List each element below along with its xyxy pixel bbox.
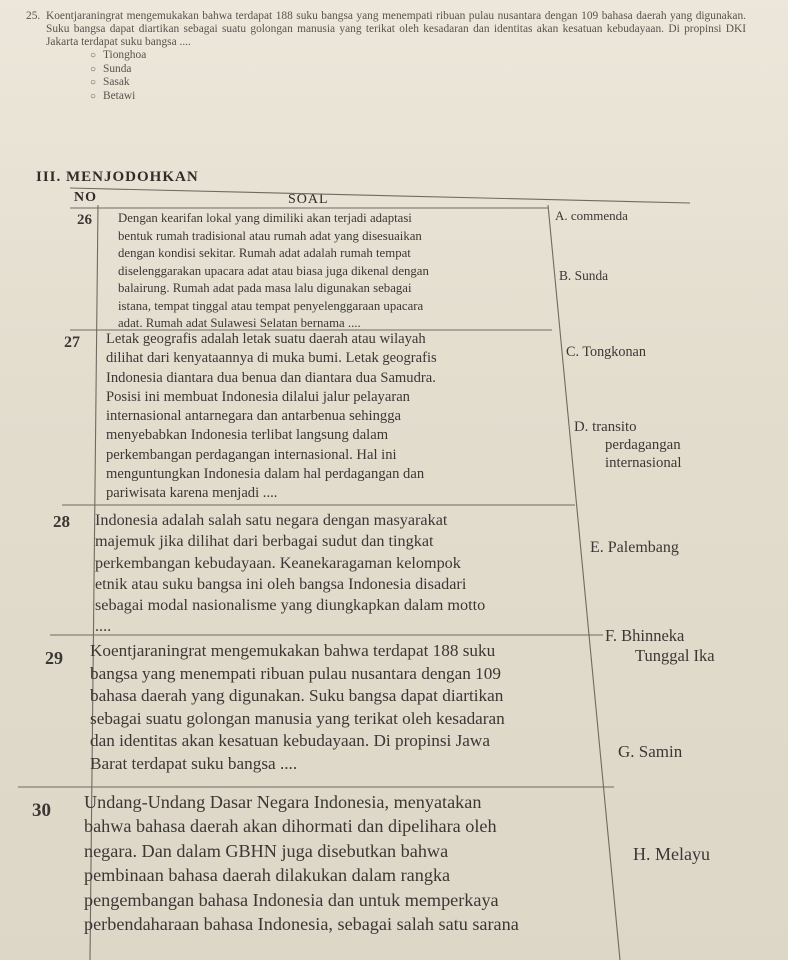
- answer-option-b: B. Sunda: [559, 268, 609, 283]
- question-25-text: Koentjaraningrat mengemukakan bahwa terdapat 188 suku bangsa yang menempati ribuan pulau nusantara dengan 109 bahasa daerah yang digunakan. Suku bangsa dapat diartikan sebagai suatu golongan manusia yang terikat oleh kesadaran dan identitas akan kesatuan kebudayaan. Di propinsi DKI Jakarta terdapat suku bangsa ....: [46, 10, 746, 48]
- column-header-no: NO: [74, 190, 97, 205]
- option-item[interactable]: ○ Sunda: [90, 62, 132, 75]
- question-number: 28: [53, 512, 70, 531]
- radio-circle-icon[interactable]: ○: [90, 50, 97, 61]
- answer-option-f: F. Bhinneka Tunggal Ika: [605, 626, 715, 665]
- question-number: 27: [64, 334, 80, 351]
- question-number: 29: [45, 648, 63, 668]
- answer-option-e: E. Palembang: [590, 539, 679, 556]
- radio-circle-icon[interactable]: ○: [90, 77, 97, 88]
- section-title: III. MENJODOHKAN: [36, 169, 199, 185]
- option-item[interactable]: ○ Tionghoa: [90, 49, 147, 61]
- question-26-text: Dengan kearifan lokal yang dimiliki akan terjadi adaptasi bentuk rumah tradisional atau rumah adat yang disesuaikan dengan kondisi sekitar. Rumah adat adalah rumah tempat diselenggarakan upacara adat atau biasa juga dikenal dengan balairung. Rumah adat pada masa lalu digunakan sebagai istana, tempat tinggal atau tempat penyelenggaraan upacara adat. Rumah adat Sulawesi Selatan bernama ....: [118, 211, 429, 330]
- question-28-text: Indonesia adalah salah satu negara dengan masyarakat majemuk jika dilihat dari berbagai sudut dan tingkat perkembangan kebudayaan. Keanekaragaman kelompok etnik atau suku bangsa ini oleh bangsa Indonesia disadari sebagai modal nasionalisme yang diungkapkan dalam motto ....: [95, 511, 486, 636]
- question-29-text: Koentjaraningrat mengemukakan bahwa terdapat 188 suku bangsa yang menempati ribuan pulau nusantara dengan 109 bahasa daerah yang digunakan. Suku bangsa dapat diartikan sebagai suatu golongan manusia yang terikat oleh kesadaran dan identitas akan kesatuan kebudayaan. Di propinsi Jawa Barat terdapat suku bangsa ....: [90, 641, 505, 773]
- question-25: [26, 10, 746, 103]
- option-item[interactable]: ○ Sasak: [90, 76, 130, 88]
- question-number: 30: [32, 800, 51, 821]
- answer-option-a: A. commenda: [555, 208, 628, 223]
- radio-circle-icon[interactable]: ○: [90, 63, 97, 75]
- answer-option-g: G. Samin: [618, 742, 683, 761]
- answer-option-c: C. Tongkonan: [566, 344, 646, 360]
- radio-circle-icon[interactable]: ○: [90, 90, 97, 102]
- answer-option-h: H. Melayu: [633, 844, 710, 864]
- column-header-soal: SOAL: [288, 192, 329, 207]
- question-30-text: Undang-Undang Dasar Negara Indonesia, menyatakan bahwa bahasa daerah akan dihormati dan dipelihara oleh negara. Dan dalam GBHN juga disebutkan bahwa pembinaan bahasa daerah dilakukan dalam rangka pengembangan bahasa Indonesia dan untuk memperkaya perbendaharaan bahasa Indonesia, sebagai salah satu sarana: [84, 792, 519, 935]
- question-25-number: 25.: [26, 10, 41, 22]
- option-item[interactable]: ○ Betawi: [90, 89, 136, 102]
- answer-option-d: D. transito perdagangan internasional: [574, 419, 682, 471]
- question-27-text: Letak geografis adalah letak suatu daerah atau wilayah dilihat dari kenyataannya di muka bumi. Letak geografis Indonesia diantara dua benua dan diantara dua Samudra. Posisi ini membuat Indonesia dilalui jalur pelayaran internasional antarnegara dan antarbenua sehingga menyebabkan Indonesia terlibat langsung dalam perkembangan perdagangan internasional. Hal ini menguntungkan Indonesia dalam hal perdagangan dan pariwisata karena menjadi ....: [106, 331, 437, 502]
- question-number: 26: [77, 212, 92, 228]
